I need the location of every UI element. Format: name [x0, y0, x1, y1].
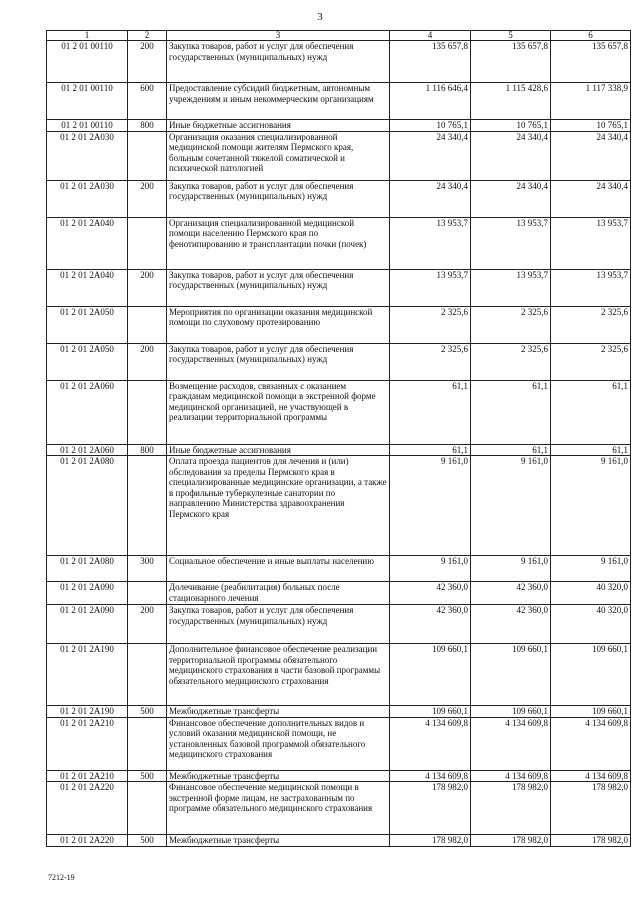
row-amount-year-2: 135 657,8: [471, 41, 551, 83]
row-amount-year-1: 10 765,1: [390, 120, 471, 132]
row-code: 01 2 01 2А190: [47, 706, 128, 718]
row-amount-year-3: 135 657,8: [551, 41, 631, 83]
row-amount-year-1: 13 953,7: [390, 217, 471, 269]
row-amount-year-3: 178 982,0: [551, 782, 631, 835]
row-expense-type: 200: [128, 605, 167, 644]
row-amount-year-1: 1 116 646,4: [390, 83, 471, 120]
table-row: [47, 120, 631, 132]
row-amount-year-2: 178 982,0: [471, 835, 551, 847]
row-description: Долечивание (реабилитация) больных после стационарного лечения: [167, 582, 390, 605]
row-code: 01 2 01 2А030: [47, 180, 128, 217]
table-row: [47, 706, 631, 718]
table-body: [47, 41, 631, 847]
table-row: [47, 444, 631, 456]
row-description: Иные бюджетные ассигнования: [167, 444, 390, 456]
row-amount-year-3: 2 325,6: [551, 343, 631, 380]
row-description: Межбюджетные трансферты: [167, 835, 390, 847]
row-expense-type: [128, 456, 167, 556]
row-amount-year-3: 24 340,4: [551, 131, 631, 180]
table-row: [47, 456, 631, 556]
column-header: 5: [471, 31, 551, 41]
row-code: 01 2 01 2А030: [47, 131, 128, 180]
row-description: Финансовое обеспечение медицинской помощи в экстренной форме лицам, не застрахованным по программе обязательного медицинского страхования: [167, 782, 390, 835]
row-code: 01 2 01 2А220: [47, 782, 128, 835]
row-amount-year-1: 4 134 609,8: [390, 770, 471, 782]
row-expense-type: [128, 217, 167, 269]
table-row: [47, 835, 631, 847]
row-expense-type: 500: [128, 835, 167, 847]
column-header: 1: [47, 31, 128, 41]
row-code: 01 2 01 00110: [47, 83, 128, 120]
row-amount-year-2: 1 115 428,6: [471, 83, 551, 120]
row-amount-year-2: 178 982,0: [471, 782, 551, 835]
row-amount-year-2: 4 134 609,8: [471, 717, 551, 770]
row-expense-type: [128, 582, 167, 605]
table-row: [47, 306, 631, 343]
row-expense-type: [128, 306, 167, 343]
row-amount-year-1: 24 340,4: [390, 131, 471, 180]
row-expense-type: 200: [128, 180, 167, 217]
row-code: 01 2 01 2А060: [47, 444, 128, 456]
row-amount-year-1: 2 325,6: [390, 306, 471, 343]
row-code: 01 2 01 00110: [47, 41, 128, 83]
page-number: 3: [317, 11, 323, 23]
row-code: 01 2 01 2А040: [47, 269, 128, 306]
table-row: [47, 582, 631, 605]
row-expense-type: [128, 717, 167, 770]
row-amount-year-3: 13 953,7: [551, 217, 631, 269]
row-description: Закупка товаров, работ и услуг для обеспечения государственных (муниципальных) нужд: [167, 41, 390, 83]
row-amount-year-3: 10 765,1: [551, 120, 631, 132]
row-amount-year-3: 109 660,1: [551, 706, 631, 718]
row-amount-year-1: 61,1: [390, 444, 471, 456]
row-expense-type: 600: [128, 83, 167, 120]
row-amount-year-2: 4 134 609,8: [471, 770, 551, 782]
row-description: Социальное обеспечение и иные выплаты населению: [167, 556, 390, 582]
row-description: Дополнительное финансовое обеспечение реализации территориальной программы обязательного медицинского страхования в части базовой программы обязательного медицинского страхования: [167, 644, 390, 706]
row-expense-type: 800: [128, 444, 167, 456]
column-header: 6: [551, 31, 631, 41]
row-expense-type: 200: [128, 343, 167, 380]
row-amount-year-3: 61,1: [551, 380, 631, 444]
row-expense-type: 200: [128, 269, 167, 306]
row-amount-year-2: 2 325,6: [471, 343, 551, 380]
row-expense-type: [128, 782, 167, 835]
row-code: 01 2 01 2А090: [47, 582, 128, 605]
column-number-row: [47, 31, 631, 41]
row-expense-type: 800: [128, 120, 167, 132]
row-amount-year-2: 109 660,1: [471, 706, 551, 718]
row-description: Предоставление субсидий бюджетным, автономным учреждениям и иным некоммерческим организациям: [167, 83, 390, 120]
row-description: Закупка товаров, работ и услуг для обеспечения государственных (муниципальных) нужд: [167, 180, 390, 217]
table-row: [47, 83, 631, 120]
row-amount-year-2: 24 340,4: [471, 180, 551, 217]
row-amount-year-1: 109 660,1: [390, 644, 471, 706]
table-row: [47, 717, 631, 770]
row-amount-year-3: 4 134 609,8: [551, 717, 631, 770]
row-amount-year-1: 178 982,0: [390, 835, 471, 847]
row-amount-year-2: 13 953,7: [471, 269, 551, 306]
row-amount-year-3: 109 660,1: [551, 644, 631, 706]
row-amount-year-2: 2 325,6: [471, 306, 551, 343]
row-amount-year-1: 109 660,1: [390, 706, 471, 718]
column-header: 4: [390, 31, 471, 41]
column-header: 3: [167, 31, 390, 41]
row-expense-type: [128, 131, 167, 180]
row-code: 01 2 01 2А220: [47, 835, 128, 847]
table-row: [47, 131, 631, 180]
row-amount-year-2: 61,1: [471, 380, 551, 444]
table-row: [47, 556, 631, 582]
row-amount-year-2: 109 660,1: [471, 644, 551, 706]
row-amount-year-2: 61,1: [471, 444, 551, 456]
table-row: [47, 770, 631, 782]
row-description: Закупка товаров, работ и услуг для обеспечения государственных (муниципальных) нужд: [167, 605, 390, 644]
row-amount-year-3: 9 161,0: [551, 456, 631, 556]
row-code: 01 2 01 2А080: [47, 456, 128, 556]
row-amount-year-1: 42 360,0: [390, 605, 471, 644]
row-amount-year-3: 2 325,6: [551, 306, 631, 343]
row-amount-year-1: 24 340,4: [390, 180, 471, 217]
row-description: Мероприятия по организации оказания медицинской помощи по слуховому протезированию: [167, 306, 390, 343]
row-amount-year-3: 40 320,0: [551, 582, 631, 605]
row-amount-year-1: 178 982,0: [390, 782, 471, 835]
table-row: [47, 380, 631, 444]
row-amount-year-2: 24 340,4: [471, 131, 551, 180]
row-description: Организация специализированной медицинской помощи населению Пермского края по фенотипированию и трансплантации почки (почек): [167, 217, 390, 269]
row-expense-type: [128, 644, 167, 706]
row-description: Закупка товаров, работ и услуг для обеспечения государственных (муниципальных) нужд: [167, 269, 390, 306]
budget-table: [46, 30, 631, 847]
row-amount-year-3: 13 953,7: [551, 269, 631, 306]
row-code: 01 2 01 2А050: [47, 306, 128, 343]
row-amount-year-2: 42 360,0: [471, 582, 551, 605]
row-amount-year-1: 135 657,8: [390, 41, 471, 83]
row-amount-year-3: 178 982,0: [551, 835, 631, 847]
row-code: 01 2 01 2А060: [47, 380, 128, 444]
table-row: [47, 217, 631, 269]
row-description: Иные бюджетные ассигнования: [167, 120, 390, 132]
row-amount-year-1: 61,1: [390, 380, 471, 444]
row-amount-year-1: 42 360,0: [390, 582, 471, 605]
row-description: Оплата проезда пациентов для лечения и (или) обследования за пределы Пермского края в специализированные медицинские организации, а также в профильные туберкулезные санатории по направлению Министерства здравоохранения Пермского края: [167, 456, 390, 556]
row-expense-type: 500: [128, 770, 167, 782]
row-description: Межбюджетные трансферты: [167, 770, 390, 782]
row-amount-year-1: 9 161,0: [390, 456, 471, 556]
row-expense-type: 200: [128, 41, 167, 83]
row-amount-year-3: 9 161,0: [551, 556, 631, 582]
row-amount-year-3: 61,1: [551, 444, 631, 456]
table-row: [47, 41, 631, 83]
row-amount-year-3: 4 134 609,8: [551, 770, 631, 782]
row-description: Возмещение расходов, связанных с оказанием гражданам медицинской помощи в экстренной форме медицинской организацией, не участвующей в реализации территориальной программы: [167, 380, 390, 444]
column-header: 2: [128, 31, 167, 41]
row-description: Финансовое обеспечение дополнительных видов и условий оказания медицинской помощи, не установленных базовой программой обязательного медицинского страхования: [167, 717, 390, 770]
row-code: 01 2 01 2А040: [47, 217, 128, 269]
row-expense-type: 500: [128, 706, 167, 718]
row-amount-year-1: 9 161,0: [390, 556, 471, 582]
row-code: 01 2 01 2А090: [47, 605, 128, 644]
row-amount-year-3: 24 340,4: [551, 180, 631, 217]
row-description: Межбюджетные трансферты: [167, 706, 390, 718]
row-amount-year-2: 9 161,0: [471, 456, 551, 556]
row-amount-year-3: 1 117 338,9: [551, 83, 631, 120]
row-description: Закупка товаров, работ и услуг для обеспечения государственных (муниципальных) нужд: [167, 343, 390, 380]
row-amount-year-1: 2 325,6: [390, 343, 471, 380]
table-row: [47, 782, 631, 835]
row-amount-year-3: 40 320,0: [551, 605, 631, 644]
row-code: 01 2 01 2А210: [47, 770, 128, 782]
row-code: 01 2 01 2А190: [47, 644, 128, 706]
table-row: [47, 180, 631, 217]
table-row: [47, 343, 631, 380]
row-code: 01 2 01 2А050: [47, 343, 128, 380]
row-description: Организация оказания специализированной медицинской помощи жителям Пермского края, больным сочетанной тяжелой соматической и психической патологией: [167, 131, 390, 180]
row-expense-type: [128, 380, 167, 444]
row-amount-year-2: 10 765,1: [471, 120, 551, 132]
row-amount-year-1: 4 134 609,8: [390, 717, 471, 770]
row-amount-year-2: 9 161,0: [471, 556, 551, 582]
row-expense-type: 300: [128, 556, 167, 582]
row-code: 01 2 01 2А080: [47, 556, 128, 582]
table-row: [47, 269, 631, 306]
row-amount-year-2: 42 360,0: [471, 605, 551, 644]
row-code: 01 2 01 2А210: [47, 717, 128, 770]
table-row: [47, 605, 631, 644]
row-amount-year-1: 13 953,7: [390, 269, 471, 306]
row-amount-year-2: 13 953,7: [471, 217, 551, 269]
table-row: [47, 644, 631, 706]
document-code: 7212-19: [48, 873, 75, 882]
row-code: 01 2 01 00110: [47, 120, 128, 132]
